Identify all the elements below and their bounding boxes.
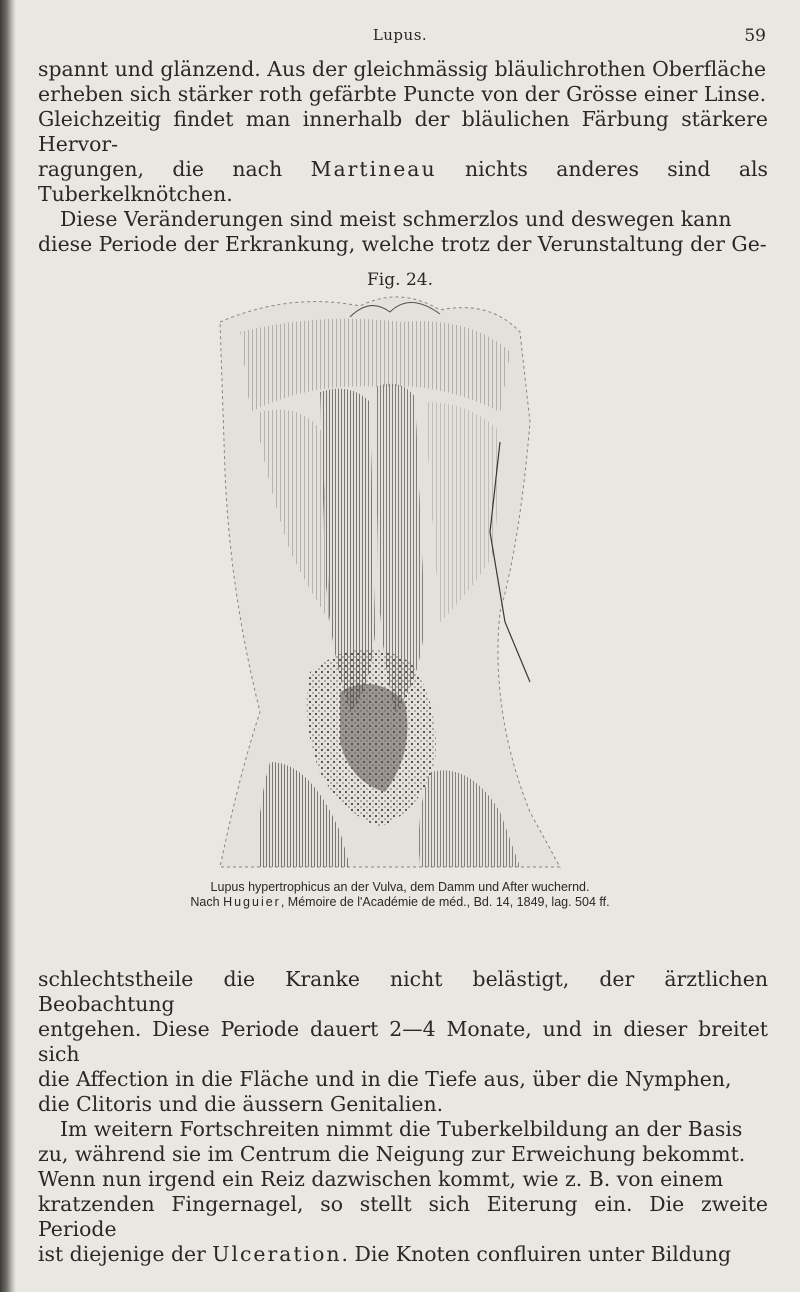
text-span: ist diejenige der: [38, 1242, 213, 1266]
caption-span: Nach: [190, 895, 224, 909]
text-line: spannt und glänzend. Aus der gleichmässig bläulichrothen Oberfläche: [38, 57, 767, 81]
text-span: nichts anderes sind als Tuberkelknötchen.: [38, 157, 768, 206]
text-line: Wenn nun irgend ein Reiz dazwischen kommt, wie z. B. von einem: [38, 1167, 724, 1191]
text-line: die Clitoris und die äussern Genitalien.: [38, 1092, 444, 1116]
text-line: diese Periode der Erkrankung, welche trotz der Verunstaltung der Ge-: [38, 232, 767, 256]
top-paragraph: [38, 57, 768, 257]
text-line: Im weitern Fortschreiten nimmt die Tuberkelbildung an der Basis: [60, 1117, 743, 1141]
text-line: Gleichzeitig findet man innerhalb der bläulichen Färbung stärkere Hervor-: [38, 107, 768, 156]
emphasized-term: Ulceration: [212, 1242, 342, 1266]
page-header: [0, 26, 800, 50]
figure-label: Fig. 24.: [367, 270, 433, 290]
text-line: kratzenden Fingernagel, so stellt sich Eiterung ein. Die zweite Periode: [38, 1192, 768, 1241]
text-line: zu, während sie im Centrum die Neigung zur Erweichung bekommt.: [38, 1142, 746, 1166]
text-span: ragungen, die nach: [38, 157, 311, 181]
text-line: [38, 1242, 768, 1267]
text-line: [38, 157, 768, 207]
page-number: 59: [744, 26, 766, 46]
figure-caption: [0, 880, 800, 910]
text-line: schlechtstheile die Kranke nicht belästigt, der ärztlichen Beobachtung: [38, 967, 768, 1016]
page-binding-edge: [0, 0, 16, 1292]
text-line: entgehen. Diese Periode dauert 2—4 Monate, und in dieser breitet sich: [38, 1017, 768, 1066]
caption-span: , Mémoire de l'Académie de méd., Bd. 14, 1849, lag. 504 ff.: [280, 895, 610, 909]
text-span: . Die Knoten confluiren unter Bildung: [341, 1242, 732, 1266]
caption-author: Huguier: [223, 895, 281, 909]
text-line: Diese Veränderungen sind meist schmerzlos und deswegen kann: [60, 207, 732, 231]
text-line: erheben sich stärker roth gefärbte Puncte von der Grösse einer Linse.: [38, 82, 767, 106]
bottom-paragraph: [38, 967, 768, 1267]
running-title: Lupus.: [372, 26, 428, 44]
caption-line: [0, 895, 800, 910]
anatomical-illustration: [200, 292, 590, 872]
caption-line: Lupus hypertrophicus an der Vulva, dem Damm und After wuchernd.: [210, 880, 590, 894]
text-line: die Affection in die Fläche und in die Tiefe aus, über die Nymphen,: [38, 1067, 732, 1091]
author-name: Martineau: [310, 157, 437, 181]
